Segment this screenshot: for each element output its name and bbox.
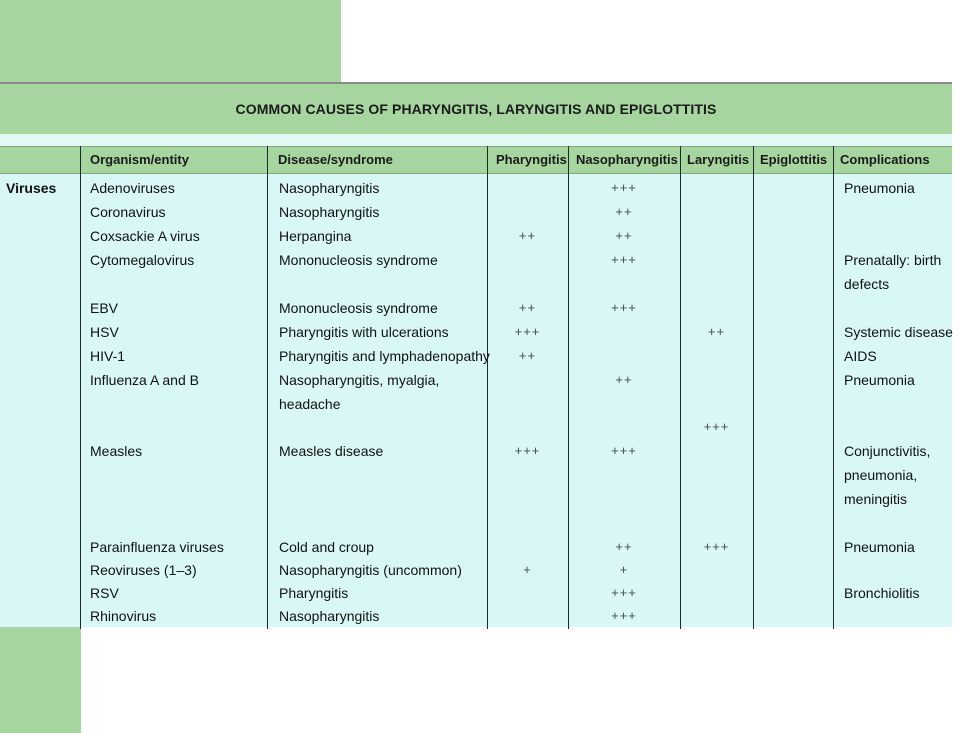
header-complications: Complications [840, 152, 930, 167]
laryngitis-mark: ++ [707, 324, 726, 339]
nasopharyngitis-mark: ++ [615, 372, 633, 387]
nasopharyngitis-mark: ++ [615, 228, 633, 243]
group-label-viruses: Viruses [6, 180, 57, 196]
pharyngitis-mark: ++ [518, 348, 537, 363]
nasopharyngitis-mark: ++ [615, 539, 633, 554]
nasopharyngitis-mark: +++ [611, 300, 637, 315]
header-pharyngitis: Pharyngitis [496, 152, 567, 167]
disease-cell: Nasopharyngitis, myalgia, [279, 372, 440, 388]
column-header-row [0, 146, 952, 174]
disease-cell-line2: headache [279, 396, 341, 412]
pharyngitis-mark: ++ [518, 228, 537, 243]
disease-cell: Nasopharyngitis (uncommon) [279, 562, 462, 578]
nasopharyngitis-mark: ++ [615, 204, 633, 219]
column-divider [267, 146, 268, 629]
decorative-green-block-top [0, 0, 341, 82]
nasopharyngitis-mark: +++ [611, 252, 637, 267]
title-spacer [0, 134, 952, 146]
organism-cell: Adenoviruses [90, 180, 175, 196]
disease-cell: Cold and croup [279, 539, 374, 555]
pharyngitis-causes-table [0, 82, 952, 627]
organism-cell: Coxsackie A virus [90, 228, 200, 244]
complications-cell: Bronchiolitis [844, 585, 920, 601]
complications-cell: Conjunctivitis, [844, 443, 931, 459]
organism-cell: Measles [90, 443, 143, 459]
organism-cell: HIV-1 [90, 348, 126, 364]
laryngitis-mark: +++ [703, 539, 730, 554]
nasopharyngitis-mark: + [619, 562, 629, 577]
column-divider [80, 146, 81, 629]
disease-cell: Nasopharyngitis [279, 608, 380, 624]
pharyngitis-mark: +++ [514, 443, 541, 458]
organism-cell: Influenza A and B [90, 372, 199, 388]
pharyngitis-mark: ++ [518, 300, 537, 315]
header-nasopharyngitis: Nasopharyngitis [576, 152, 678, 167]
header-disease: Disease/syndrome [278, 152, 393, 167]
complications-cell: Pneumonia [844, 180, 915, 196]
complications-cell-line2: defects [844, 276, 890, 292]
complications-cell: Pneumonia [844, 539, 915, 555]
disease-cell: Nasopharyngitis [279, 204, 380, 220]
organism-cell: Coronavirus [90, 204, 166, 220]
complications-cell: Pneumonia [844, 372, 915, 388]
disease-cell: Measles disease [279, 443, 384, 459]
pharyngitis-mark: + [523, 562, 532, 577]
column-divider [487, 146, 488, 629]
organism-cell: Rhinovirus [90, 608, 157, 624]
header-epiglottitis: Epiglottitis [760, 152, 828, 167]
complications-cell: Prenatally: birth [844, 252, 942, 268]
organism-cell: Reoviruses (1–3) [90, 562, 197, 578]
disease-cell: Pharyngitis and lymphadenopathy [279, 348, 490, 364]
table-title-bar [0, 84, 952, 134]
complications-cell: AIDS [844, 348, 877, 364]
nasopharyngitis-mark: +++ [611, 443, 637, 458]
organism-cell: HSV [90, 324, 119, 340]
organism-cell: EBV [90, 300, 119, 316]
organism-cell: Parainfluenza viruses [90, 539, 224, 555]
header-organism: Organism/entity [90, 152, 189, 167]
complications-cell-line2: pneumonia, [844, 467, 918, 483]
decorative-green-block-bottom [0, 627, 81, 733]
complications-cell-line3: meningitis [844, 491, 908, 507]
pharyngitis-mark: +++ [514, 324, 541, 339]
disease-cell: Nasopharyngitis [279, 180, 380, 196]
disease-cell: Mononucleosis syndrome [279, 300, 438, 316]
column-divider [753, 146, 754, 629]
laryngitis-mark: +++ [703, 419, 730, 434]
complications-cell: Systemic disease [844, 324, 953, 340]
nasopharyngitis-mark: +++ [611, 585, 637, 600]
table-title: COMMON CAUSES OF PHARYNGITIS, LARYNGITIS AND EPIGLOTTITIS [235, 101, 717, 117]
organism-cell: RSV [90, 585, 119, 601]
disease-cell: Mononucleosis syndrome [279, 252, 438, 268]
disease-cell: Pharyngitis with ulcerations [279, 324, 449, 340]
disease-cell: Herpangina [279, 228, 352, 244]
nasopharyngitis-mark: +++ [611, 608, 637, 623]
disease-cell: Pharyngitis [279, 585, 349, 601]
nasopharyngitis-mark: +++ [611, 180, 637, 195]
column-divider [833, 146, 834, 629]
organism-cell: Cytomegalovirus [90, 252, 195, 268]
header-laryngitis: Laryngitis [687, 152, 750, 167]
